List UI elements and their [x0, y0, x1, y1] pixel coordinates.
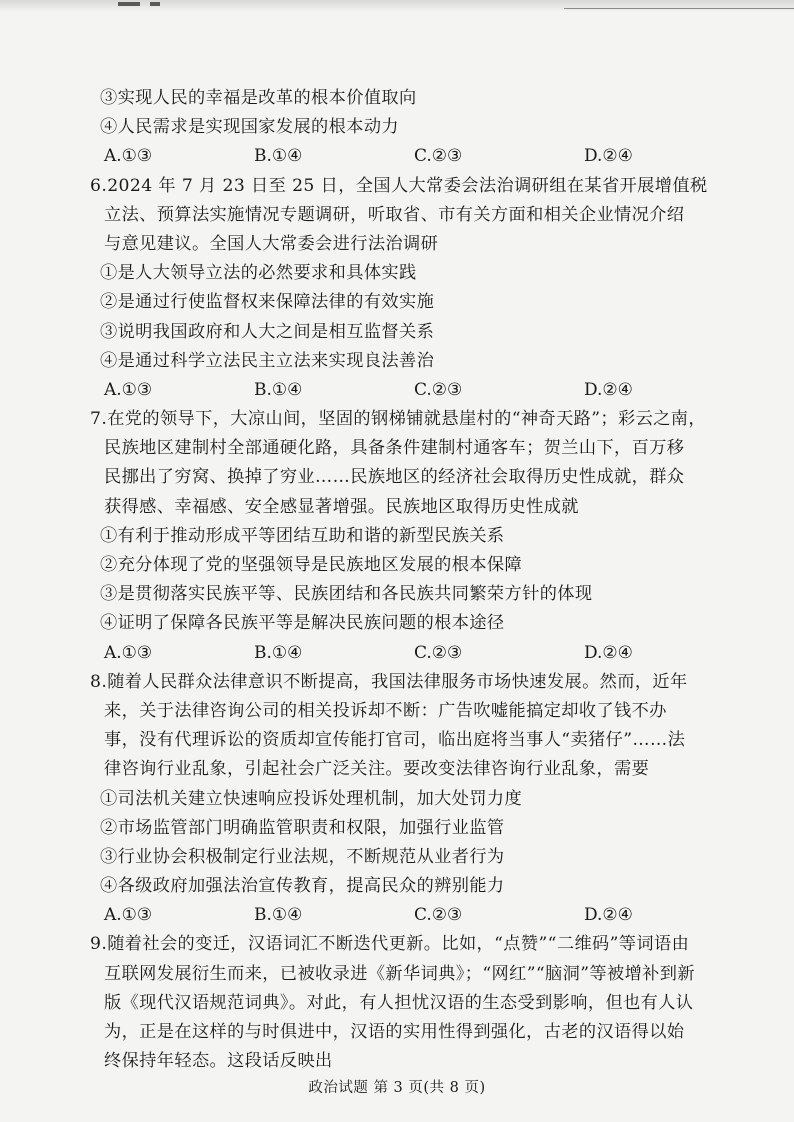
question-stem-line: 与意见建议。全国人大常委会进行法治调研: [104, 233, 439, 254]
option-b[interactable]: B.①④: [254, 642, 303, 663]
option-a[interactable]: A.①③: [104, 379, 153, 400]
option-d[interactable]: D.②④: [584, 905, 633, 926]
option-d[interactable]: D.②④: [584, 642, 633, 663]
question-stem-line: 版《现代汉语规范词典》。对此，有人担忧汉语的生态受到影响，但也有人认: [104, 992, 694, 1013]
question-stem-line: 立法、预算法实施情况专题调研，听取省、市有关方面和相关企业情况介绍: [104, 204, 685, 225]
option-d[interactable]: D.②④: [584, 146, 633, 167]
statement-3: ③实现人民的幸福是改革的根本价值取向: [100, 88, 417, 108]
statement-2: ②是通过行使监督权来保障法律的有效实施: [100, 292, 435, 313]
scan-mark: [150, 2, 160, 6]
statement-3: ③行业协会积极制定行业法规，不断规范从业者行为: [100, 846, 505, 867]
statement-2: ②充分体现了党的坚强领导是民族地区发展的根本保障: [100, 555, 523, 575]
option-c[interactable]: C.②③: [414, 146, 463, 167]
answer-options: [104, 639, 670, 668]
option-c[interactable]: C.②③: [414, 642, 463, 663]
question-stem-line: 8.随着人民群众法律意识不断提高，我国法律服务市场快速发展。然而，近年: [90, 671, 688, 692]
option-a[interactable]: A.①③: [104, 146, 153, 167]
question-stem-line: 终保持年轻态。这段话反映出: [104, 1051, 333, 1072]
question-stem-line: 为，正是在这样的与时俱进中，汉语的实用性得到强化，古老的汉语得以始: [104, 1022, 685, 1042]
question-6: [90, 172, 708, 406]
question-stem-line: 民挪出了穷窝、换掉了穷业……民族地区的经济社会取得历史性成就，群众: [104, 467, 685, 488]
page-footer: 政治试题 第 3 页(共 8 页): [308, 1080, 486, 1096]
statement-4: ④人民需求是实现国家发展的根本动力: [100, 117, 399, 138]
question-stem-line: 9.随着社会的变迁，汉语词汇不断迭代更新。比如，“点赞”“二维码”等词语由: [90, 934, 690, 955]
statement-2: ②市场监管部门明确监管职责和权限，加强行业监管: [100, 817, 505, 838]
statement-1: ①有利于推动形成平等团结互助和谐的新型民族关系: [100, 525, 505, 546]
option-a[interactable]: A.①③: [104, 642, 153, 663]
statement-1: ①司法机关建立快速响应投诉处理机制，加大处罚力度: [100, 788, 523, 809]
statement-3: ③说明我国政府和人大之间是相互监督关系: [100, 321, 435, 342]
statement-1: ①是人大领导立法的必然要求和具体实践: [100, 263, 417, 284]
question-stem-line: 来，关于法律咨询公司的相关投诉却不断：广告吹嘘能搞定却收了钱不办: [104, 700, 667, 721]
question-stem-line: 事，没有代理诉讼的资质却宣传能打官司，临出庭将当事人“卖猪仔”……法: [104, 730, 686, 751]
scan-right-rule: [564, 8, 794, 9]
question-stem-line: 7.在党的领导下，大凉山间，坚固的钢梯铺就悬崖村的“神奇天路”；彩云之南，: [90, 409, 706, 430]
question-stem-line: 获得感、幸福感、安全感显著增强。民族地区取得历史性成就: [104, 496, 579, 517]
question-stem-line: 民族地区建制村全部通硬化路，具备条件建制村通客车；贺兰山下，百万移: [104, 438, 685, 459]
option-b[interactable]: B.①④: [254, 379, 303, 400]
answer-options: [104, 901, 670, 930]
option-d[interactable]: D.②④: [584, 379, 633, 400]
option-b[interactable]: B.①④: [254, 146, 303, 167]
question-stem-line: 6.2024 年 7 月 23 日至 25 日，全国人大常委会法治调研组在某省开展增值税: [90, 175, 708, 196]
question-9: [90, 930, 695, 1076]
option-c[interactable]: C.②③: [414, 905, 463, 926]
answer-options: [104, 376, 670, 405]
statement-4: ④各级政府加强法治宣传教育，提高民众的辨别能力: [100, 876, 505, 897]
question-stem-line: 律咨询行业乱象，引起社会广泛关注。要改变法律咨询行业乱象，需要: [104, 759, 650, 780]
scan-mark: [118, 2, 140, 6]
statement-4: ④证明了保障各民族平等是解决民族问题的根本途径: [100, 613, 505, 634]
option-c[interactable]: C.②③: [414, 379, 463, 400]
question-5-tail: [100, 84, 670, 172]
question-8: [90, 668, 688, 931]
option-b[interactable]: B.①④: [254, 905, 303, 926]
exam-page-body: [90, 84, 708, 1076]
statement-4: ④是通过科学立法民主立法来实现良法善治: [100, 350, 435, 371]
option-a[interactable]: A.①③: [104, 905, 153, 926]
statement-3: ③是贯彻落实民族平等、民族团结和各民族共同繁荣方针的体现: [100, 584, 593, 605]
question-7: [90, 405, 706, 668]
question-stem-line: 互联网发展衍生而来，已被收录进《新华词典》；“网红”“脑洞”等被增补到新: [104, 963, 695, 984]
answer-options: [104, 142, 670, 171]
